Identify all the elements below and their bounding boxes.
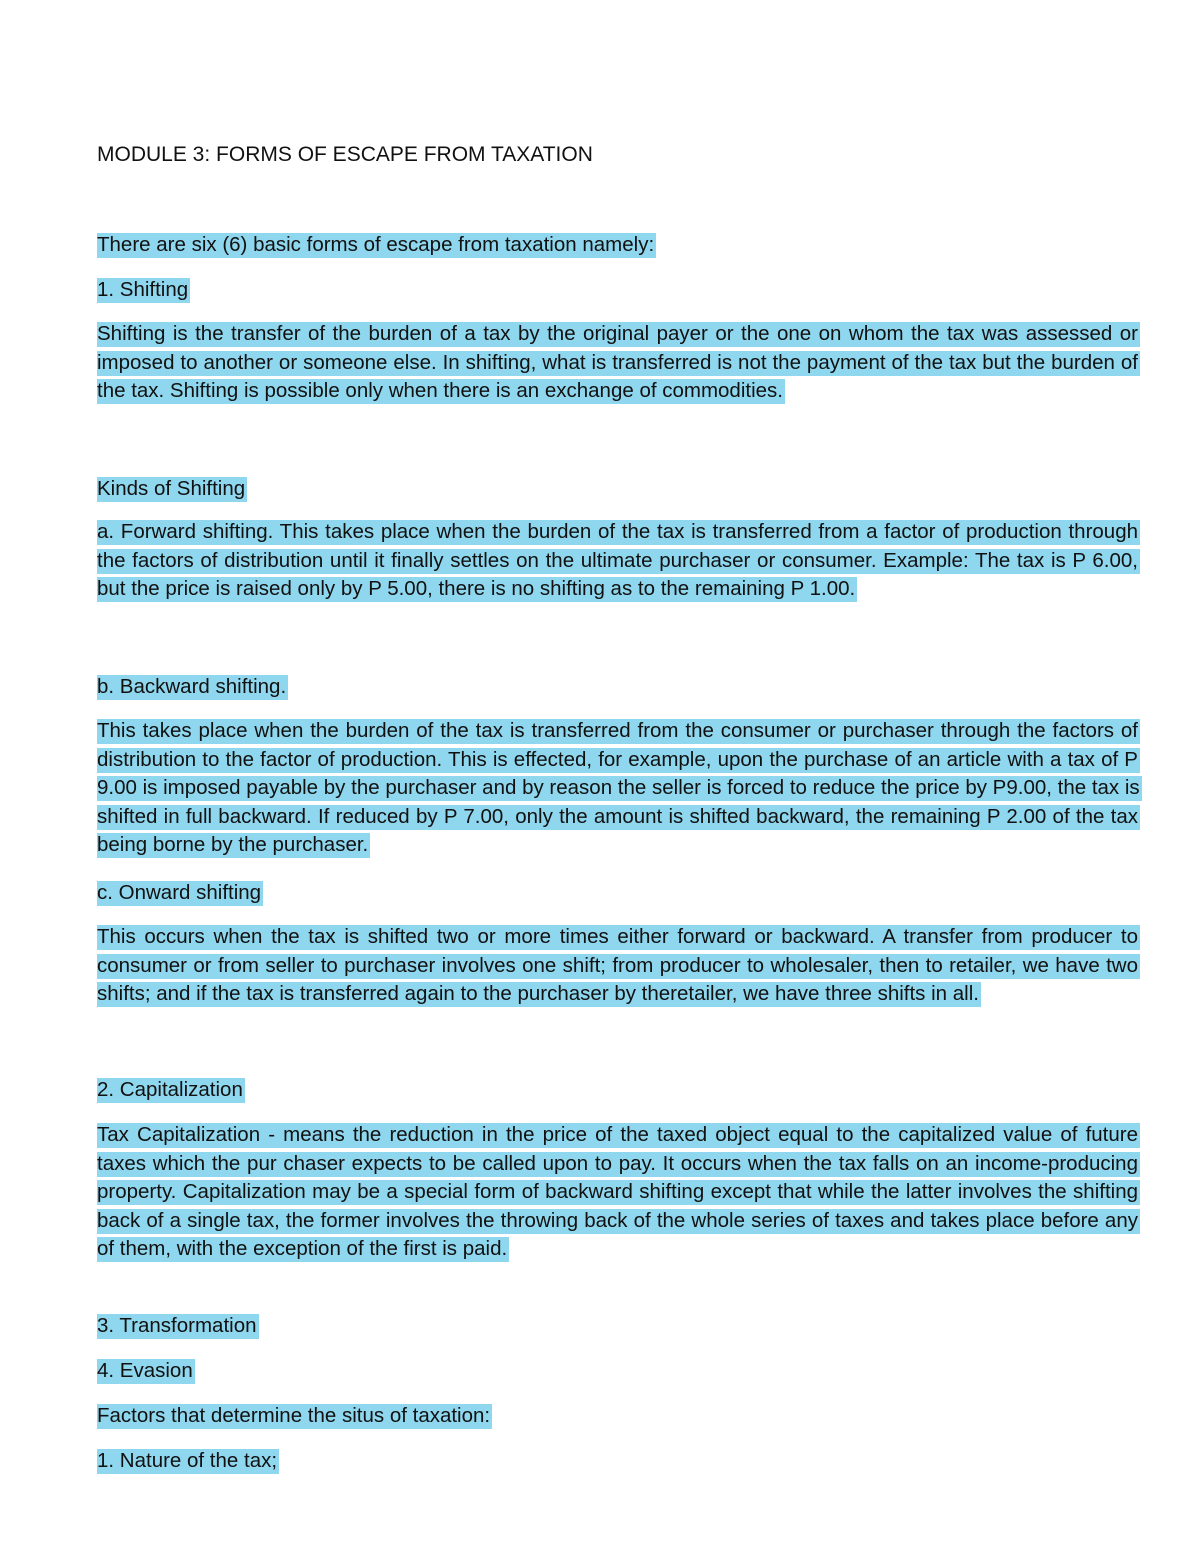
onward-shifting-heading: c. Onward shifting: [97, 881, 262, 904]
capitalization-paragraph: Tax Capitalization - means the reduction in the price of the taxed object equal to the capitalized value of future taxes which the pur chaser expects to be called upon to pay. It occurs when the tax falls on an income-producing property. Capitalization may be a special form of backward shifting except that while the latter involves the shifting back of a single tax, the former involves the throwing back of the whole series of taxes and takes place before any of them, with the exception of the first is paid.: [97, 1123, 1138, 1260]
capitalization-heading: 2. Capitalization: [97, 1078, 243, 1101]
situs-list-item: 1. Nature of the tax;: [97, 1449, 278, 1472]
transformation-heading: 3. Transformation: [97, 1314, 257, 1337]
kinds-of-shifting-heading: Kinds of Shifting: [97, 477, 246, 500]
module-title: MODULE 3: FORMS OF ESCAPE FROM TAXATION: [97, 143, 593, 166]
document-page: [97, 0, 1140, 1553]
intro-text: There are six (6) basic forms of escape from taxation namely:: [97, 233, 655, 256]
backward-shifting-heading: b. Backward shifting.: [97, 675, 287, 698]
shifting-heading: 1. Shifting: [97, 278, 189, 301]
forward-shifting-paragraph: a. Forward shifting. This takes place when the burden of the tax is transferred from a factor of production through the factors of distribution until it finally settles on the ultimate purchaser or consumer. Example: The tax is P 6.00, but the price is raised only by P 5.00, there is no shifting as to the remaining P 1.00.: [97, 520, 1138, 600]
shifting-definition: Shifting is the transfer of the burden of a tax by the original payer or the one on whom the tax was assessed or imposed to another or someone else. In shifting, what is transferred is not the payment of the tax but the burden of the tax. Shifting is possible only when there is an exchange of commodities.: [97, 322, 1138, 402]
backward-shifting-paragraph: This takes place when the burden of the tax is transferred from the consumer or purchaser through the factors of distribution to the factor of production. This is effected, for example, upon the purchase of an article with a tax of P 9.00 is imposed payable by the purchaser and by reason the seller is forced to reduce the price by P9.00, the tax is shifted in full backward. If reduced by P 7.00, only the amount is shifted backward, the remaining P 2.00 of the tax being borne by the purchaser.: [97, 719, 1140, 856]
situs-factors-heading: Factors that determine the situs of taxation:: [97, 1404, 491, 1427]
onward-shifting-paragraph: This occurs when the tax is shifted two or more times either forward or backward. A transfer from producer to consumer or from seller to purchaser involves one shift; from producer to wholesaler, then to retailer, we have two shifts; and if the tax is transferred again to the purchaser by theretailer, we have three shifts in all.: [97, 925, 1138, 1005]
evasion-heading: 4. Evasion: [97, 1359, 193, 1382]
